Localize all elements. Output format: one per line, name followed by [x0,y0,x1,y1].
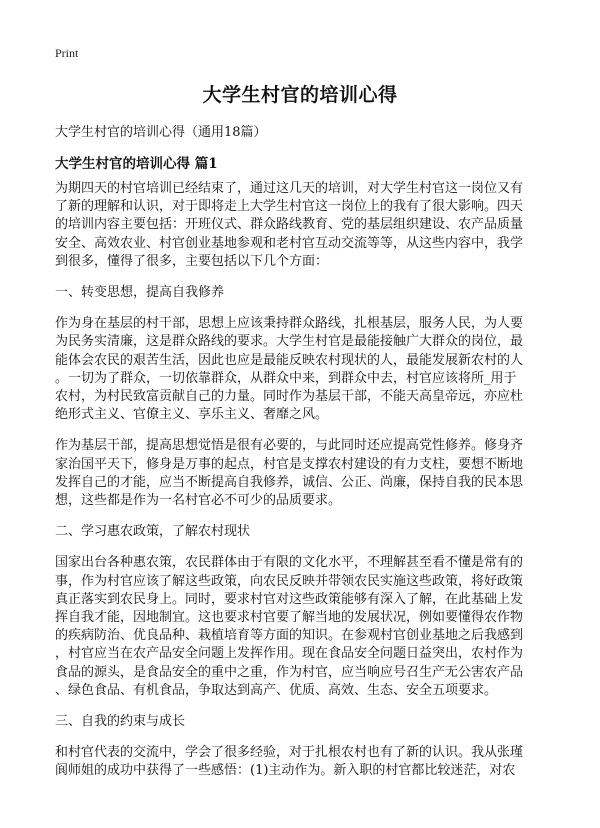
paragraph [55,315,551,424]
paragraph [55,180,551,271]
text-line: 和村官代表的交流中，学会了很多经验，对于扎根农村也有了新的认识。我从张瑾 [55,745,524,761]
print-link[interactable]: Print [55,46,79,60]
section-heading: 大学生村官的培训心得 篇1 [55,156,218,172]
subsection-heading: 三、自我的约束与成长 [55,714,186,730]
text-line: 农村，为村民致富贡献自己的力量。同时作为基层干部，不能天高皇帝远，亦应杜 [55,389,524,405]
paragraph [55,744,551,780]
text-line: 挥自我才能，因地制宜。这也要求村官要了解当地的发展状况，例如要懂得农作物 [55,610,524,626]
text-line: 发挥自己的才能，应当不断提高自我修养，诚信、公正、尚廉，保持自我的民本思 [55,474,524,490]
text-line: ，村官应当在农产品安全问题上发挥作用。现在食品安全问题日益突出，农村作为 [55,646,524,662]
text-line: 安全、高效农业、村官创业基地参观和老村官互动交流等等，从这些内容中，我学 [55,235,524,251]
text-line: 作为身在基层的村干部，思想上应该秉持群众路线，扎根基层，服务人民，为人要 [55,316,524,332]
text-line: 了新的理解和认识，对于即将走上大学生村官这一岗位上的我有了很大影响。四天 [55,199,524,215]
text-line: 家治国平天下，修身是万事的起点，村官是支撑农村建设的有力支柱，要想不断地 [55,456,524,472]
document-subtitle: 大学生村官的培训心得（通用18篇） [55,125,267,140]
article-body [55,180,551,781]
paragraph [55,554,551,700]
text-line: 食品的源头，是食品安全的重中之重，作为村官，应当响应号召生产无公害农产品 [55,664,524,680]
text-line: 真正落实到农民身上。同时，要求村官对这些政策能够有深入了解，在此基础上发 [55,591,524,607]
text-line: 作为基层干部，提高思想觉悟是很有必要的，与此同时还应提高党性修养。修身齐 [55,438,524,454]
text-line: 事，作为村官应该了解这些政策，向农民反映并带领农民实施这些政策，将好政策 [55,573,524,589]
subsection-heading: 二、学习惠农政策，了解农村现状 [55,524,251,540]
text-line: 的疾病防治、优良品种、栽植培育等方面的知识。在参观村官创业基地之后我感到 [55,628,524,644]
subsection-heading: 一、转变思想，提高自我修养 [55,285,225,301]
text-line: 为民务实清廉，这是群众路线的要求。大学生村官是最能接触广大群众的岗位，最 [55,334,524,350]
text-line: 为期四天的村官培训已经结束了，通过这几天的培训，对大学生村官这一岗位又有 [55,181,524,196]
text-line: 能体会农民的艰苦生活，因此也应是最能反映农村现状的人，最能发展新农村的人 [55,352,524,368]
document-title: 大学生村官的培训心得 [202,84,398,106]
text-line: 到很多，懂得了很多，主要包括以下几个方面： [55,253,329,269]
text-line: 的培训内容主要包括：开班仪式、群众路线教育、党的基层组织建设、农产品质量 [55,217,524,233]
text-line: 。一切为了群众，一切依靠群众，从群众中来，到群众中去，村官应该将所_用于 [55,370,517,386]
text-line: 阆师姐的成功中获得了一些感悟：(1)主动作为。新入职的村官都比较迷茫，对农 [55,763,516,779]
text-line: 、绿色食品、有机食品，争取达到高产、优质、高效、生态、安全五项要求。 [55,682,498,698]
text-line: 想，这些都是作为一名村官必不可少的品质要求。 [55,493,342,509]
paragraph [55,437,551,510]
text-line: 绝形式主义、官僚主义、享乐主义、奢靡之风。 [55,407,329,423]
text-line: 国家出台各种惠农策，农民群体由于有限的文化水平，不理解甚至看不懂是常有的 [55,555,524,571]
